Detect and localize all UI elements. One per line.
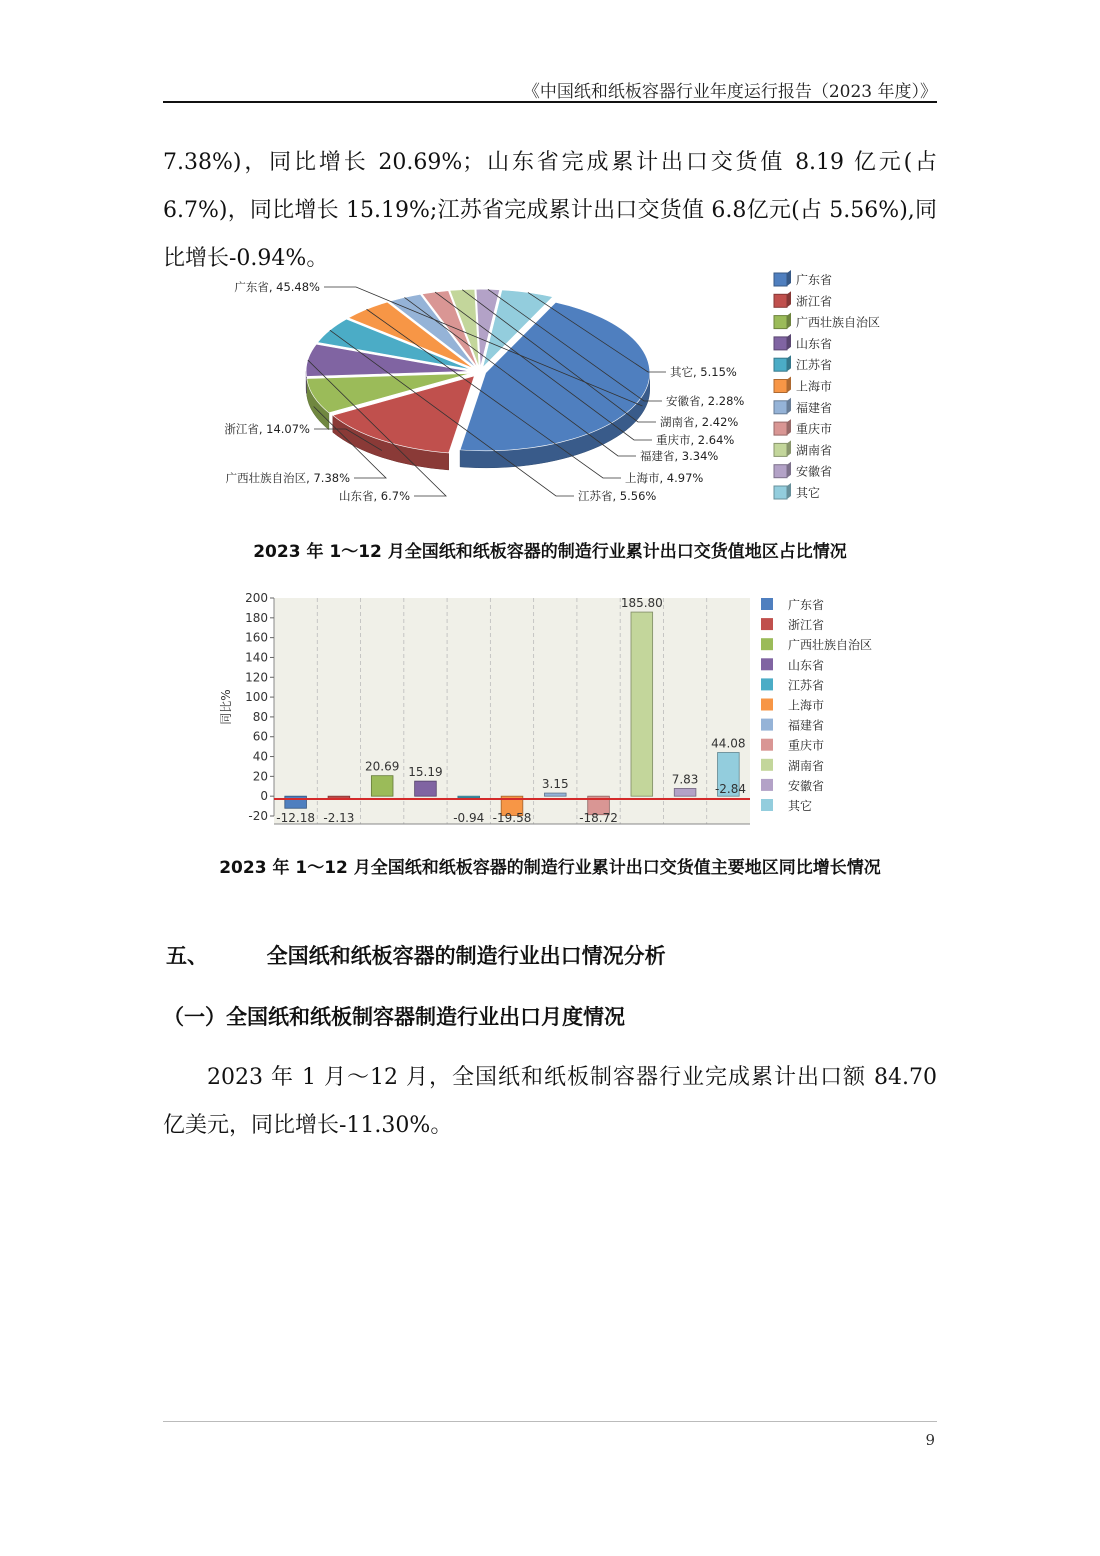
header-title: 《中国纸和纸板容器行业年度运行报告（2023 年度）》 — [522, 82, 937, 102]
pie-legend-swatch-side-slice-9 — [787, 440, 791, 456]
pie-label-slice-10: 安徽省, 2.28% — [666, 394, 745, 408]
bar-legend-label-1: 广东省 — [788, 598, 825, 612]
bar-legend-label-7: 福建省 — [788, 718, 825, 733]
bar-legend — [761, 597, 872, 813]
bar-legend-swatch-3 — [761, 638, 773, 650]
bar-legend-label-6: 上海市 — [788, 698, 825, 713]
pie-legend-swatch-side-slice-7 — [787, 398, 791, 414]
y-tick-label: 0 — [260, 789, 268, 804]
pie-legend-swatch-slice-2 — [774, 294, 787, 307]
bar-legend-swatch-11 — [761, 799, 773, 811]
section-5-heading — [166, 940, 666, 970]
bar-value-label-7: 3.15 — [541, 777, 569, 792]
pie-legend-swatch-side-slice-2 — [787, 291, 791, 307]
bar-value-label-4: 15.19 — [408, 765, 443, 780]
pie-legend-label-slice-4: 山东省 — [796, 336, 833, 351]
y-tick-label: 140 — [245, 650, 268, 665]
body-paragraph-1: 7.38%)，同比增长 20.69%；山东省完成累计出口交货值 8.19 亿元(占 6.7%)，同比增长 15.19%;江苏省完成累计出口交货值 6.8亿元(占 5.56%),同比增长-0.94%。 — [163, 150, 937, 271]
pie-legend-swatch-side-slice-8 — [787, 419, 791, 435]
pie-legend-label-slice-1: 广东省 — [796, 273, 833, 287]
bar-10 — [674, 788, 696, 796]
pie-label-slice-2: 浙江省, 14.07% — [224, 422, 310, 436]
y-tick-label: 100 — [245, 690, 268, 705]
pie-legend-label-slice-7: 福建省 — [796, 400, 833, 415]
pie-label-slice-4: 山东省, 6.7% — [338, 489, 410, 503]
pie-label-slice-11: 其它, 5.15% — [670, 365, 737, 379]
pie-label-slice-3: 广西壮族自治区, 7.38% — [225, 471, 350, 485]
pie-legend-label-slice-6: 上海市 — [796, 379, 833, 394]
bar-legend-label-2: 浙江省 — [788, 618, 825, 633]
bar-3 — [371, 776, 393, 797]
footer-rule — [163, 1421, 937, 1422]
pie-legend-swatch-slice-7 — [774, 401, 787, 414]
pie-legend — [774, 270, 880, 500]
pie-legend-label-slice-10: 安徽省 — [796, 464, 833, 479]
pie-legend-swatch-side-slice-4 — [787, 334, 791, 350]
bar-legend-swatch-9 — [761, 759, 773, 771]
bar-value-label-6: -19.58 — [492, 811, 532, 826]
bar-2 — [328, 796, 350, 798]
y-tick-label: 160 — [245, 630, 268, 645]
bar-5 — [458, 796, 480, 798]
pie-legend-label-slice-8: 重庆市 — [796, 422, 833, 437]
pie-legend-swatch-slice-9 — [774, 443, 787, 456]
pie-legend-swatch-slice-8 — [774, 422, 787, 435]
pie-label-slice-8: 重庆市, 2.64% — [656, 433, 735, 447]
y-tick-label: 200 — [245, 591, 268, 605]
bar-1 — [285, 796, 307, 808]
reference-line-label: -2.84 — [714, 781, 746, 796]
bar-value-label-10: 7.83 — [671, 772, 699, 787]
section-5-number: 五、 — [166, 944, 208, 968]
bar-chart — [210, 586, 910, 832]
y-axis-label: 同比% — [219, 689, 233, 725]
pie-legend-swatch-slice-5 — [774, 358, 787, 371]
pie-legend-swatch-side-slice-3 — [787, 313, 791, 329]
bar-legend-swatch-8 — [761, 739, 773, 751]
bar-legend-swatch-4 — [761, 658, 773, 670]
bar-value-label-1: -12.18 — [276, 811, 315, 826]
pie-chart-caption: 2023 年 1～12 月全国纸和纸板容器的制造行业累计出口交货值地区占比情况 — [253, 542, 847, 562]
pie-legend-label-slice-9: 湖南省 — [796, 443, 833, 458]
pie-legend-swatch-slice-3 — [774, 316, 787, 329]
pie-legend-swatch-slice-11 — [774, 486, 787, 499]
section-5-title: 全国纸和纸板容器的制造行业出口情况分析 — [266, 944, 666, 968]
bar-4 — [415, 781, 437, 796]
pie-legend-swatch-side-slice-1 — [787, 270, 791, 286]
pie-label-slice-6: 上海市, 4.97% — [625, 471, 704, 485]
bar-legend-swatch-1 — [761, 598, 773, 610]
y-tick-label: -20 — [248, 809, 268, 823]
pie-top — [306, 289, 650, 453]
pie-chart — [190, 262, 920, 512]
bar-value-label-2: -2.13 — [323, 811, 355, 826]
bar-legend-swatch-10 — [761, 779, 773, 791]
y-tick-label: 20 — [252, 769, 268, 784]
pie-legend-swatch-side-slice-5 — [787, 355, 791, 371]
pie-legend-swatch-slice-6 — [774, 380, 787, 393]
y-tick-label: 120 — [245, 670, 268, 685]
bar-legend-label-4: 山东省 — [788, 658, 825, 673]
header-rule — [163, 101, 937, 103]
pie-label-slice-5: 江苏省, 5.56% — [578, 489, 657, 503]
bar-7 — [544, 793, 566, 796]
bar-value-label-5: -0.94 — [453, 811, 485, 826]
pie-legend-swatch-slice-10 — [774, 465, 787, 478]
bar-legend-label-9: 湖南省 — [788, 758, 825, 773]
bar-legend-swatch-2 — [761, 618, 773, 630]
pie-label-slice-9: 湖南省, 2.42% — [660, 415, 739, 429]
bar-value-label-9: 185.80 — [620, 596, 663, 611]
bar-legend-label-8: 重庆市 — [788, 738, 825, 753]
pie-label-slice-7: 福建省, 3.34% — [640, 449, 719, 463]
pie-label-slice-1: 广东省, 45.48% — [234, 280, 320, 294]
y-tick-label: 180 — [245, 610, 268, 625]
bar-legend-label-11: 其它 — [788, 799, 813, 813]
pie-legend-swatch-side-slice-11 — [787, 483, 791, 499]
pie-legend-swatch-side-slice-6 — [787, 377, 791, 393]
y-tick-label: 80 — [252, 709, 268, 724]
bar-value-label-8: -18.72 — [579, 811, 618, 826]
bar-legend-swatch-5 — [761, 678, 773, 690]
pie-legend-label-slice-3: 广西壮族自治区 — [796, 315, 881, 330]
y-tick-label: 40 — [252, 749, 268, 764]
y-tick-label: 60 — [252, 729, 268, 744]
pie-legend-swatch-slice-4 — [774, 337, 787, 350]
pie-legend-label-slice-5: 江苏省 — [796, 358, 833, 373]
bar-legend-swatch-7 — [761, 719, 773, 731]
pie-legend-swatch-slice-1 — [774, 273, 787, 286]
bar-value-label-11: 44.08 — [711, 736, 746, 751]
page-number: 9 — [925, 1431, 935, 1449]
pie-legend-swatch-side-slice-10 — [787, 462, 791, 478]
body-paragraph-2: 2023 年 1 月～12 月，全国纸和纸板制容器行业完成累计出口额 84.70 亿美元，同比增长-11.30%。 — [163, 1065, 937, 1138]
bar-legend-swatch-6 — [761, 699, 773, 711]
subsection-1-heading: （一）全国纸和纸板制容器制造行业出口月度情况 — [163, 1005, 625, 1029]
bar-9 — [631, 612, 653, 796]
bar-legend-label-3: 广西壮族自治区 — [788, 638, 873, 653]
pie-legend-label-slice-11: 其它 — [796, 486, 821, 500]
pie-legend-label-slice-2: 浙江省 — [796, 294, 833, 309]
bar-legend-label-10: 安徽省 — [788, 778, 825, 793]
bar-chart-caption: 2023 年 1～12 月全国纸和纸板容器的制造行业累计出口交货值主要地区同比增长情况 — [219, 858, 881, 878]
bar-value-label-3: 20.69 — [365, 759, 400, 774]
bar-legend-label-5: 江苏省 — [788, 678, 825, 693]
